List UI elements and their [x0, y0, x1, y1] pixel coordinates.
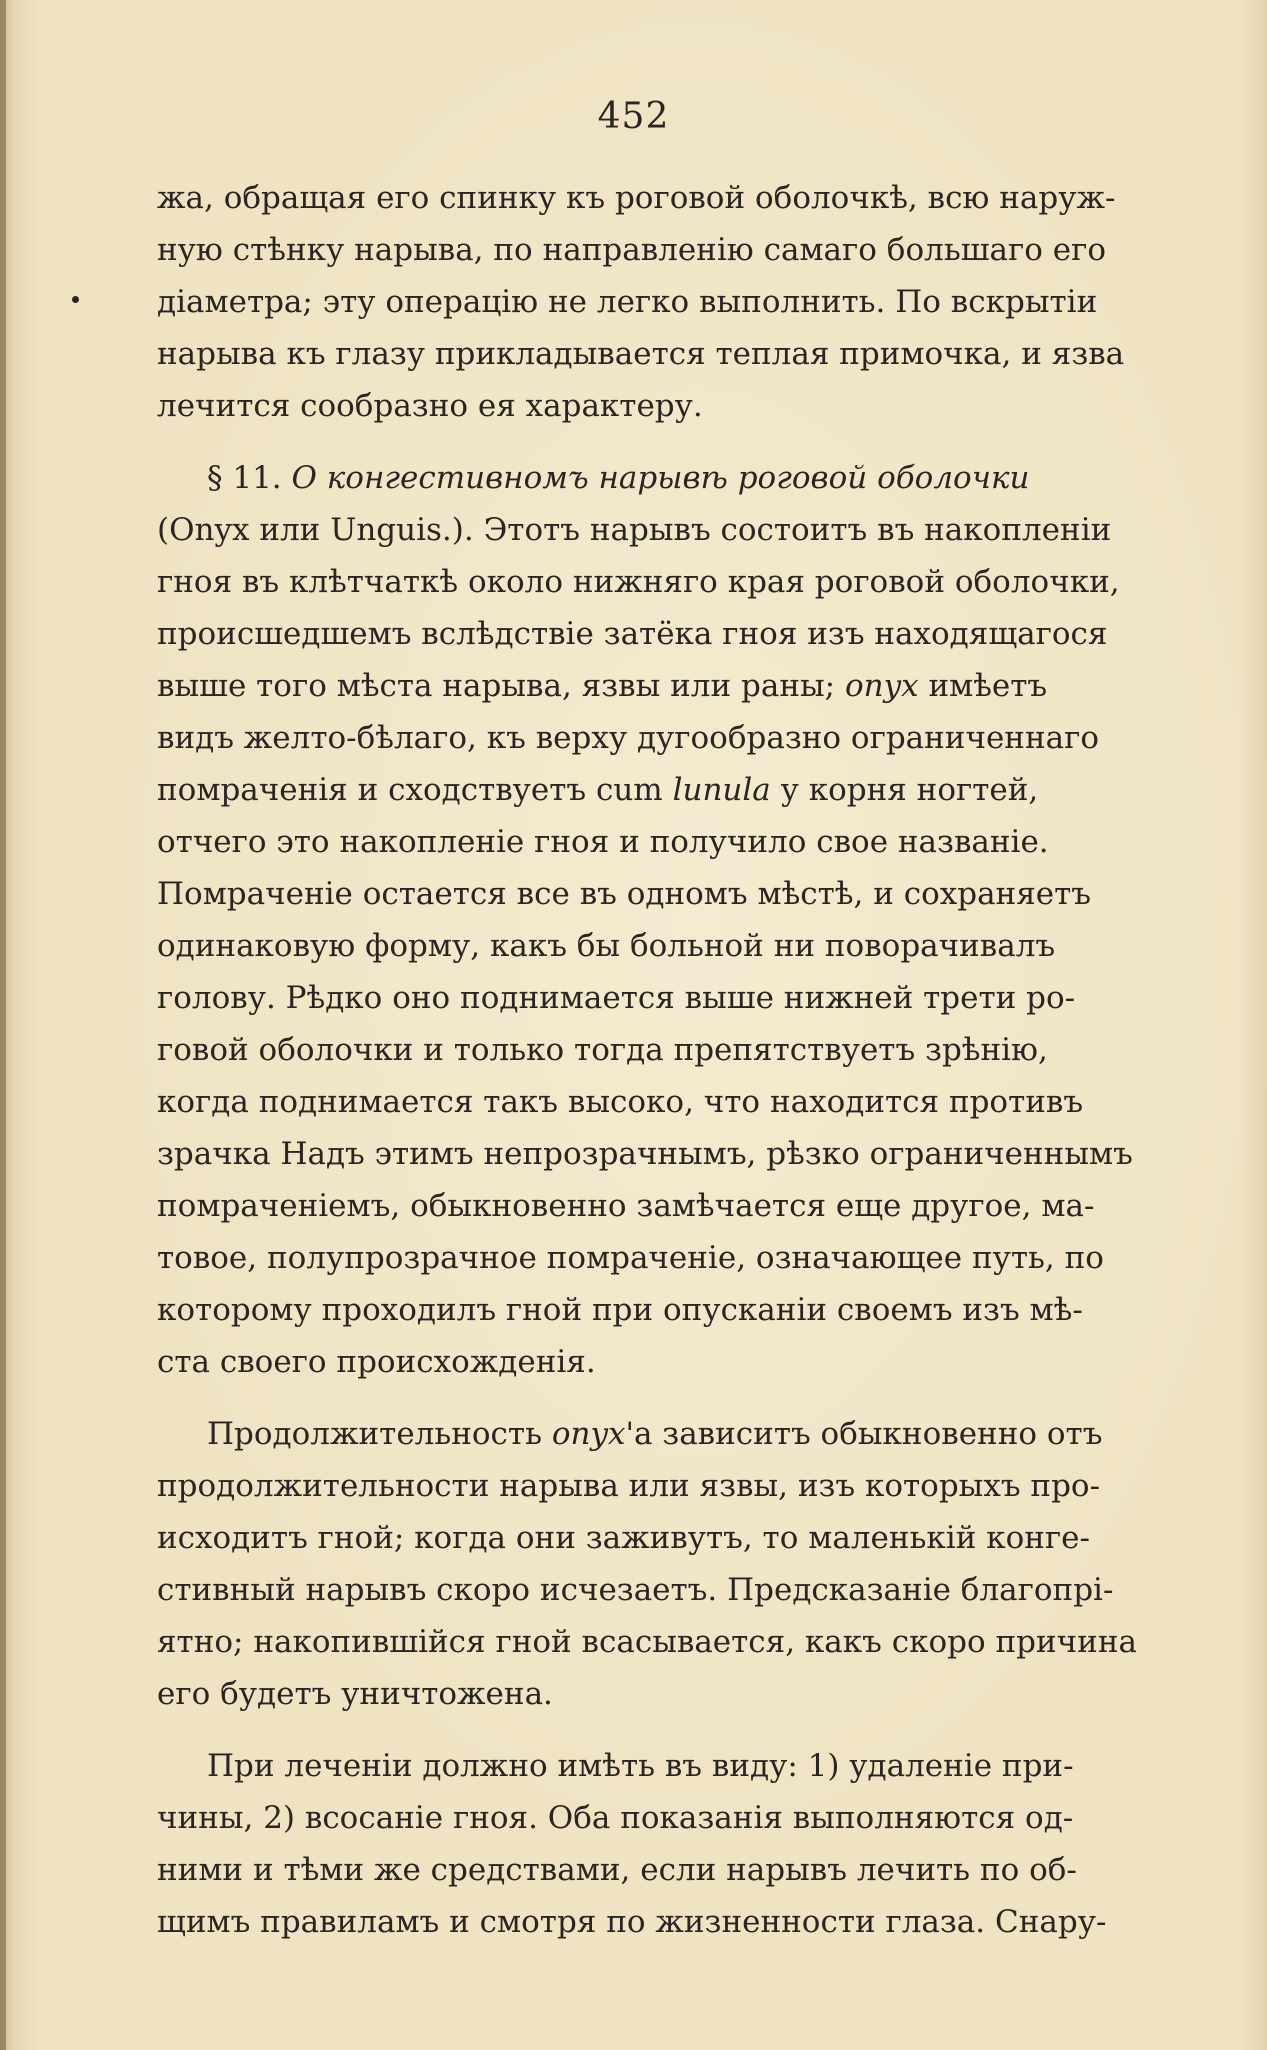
text-fragment: Продолжительность [207, 1416, 542, 1452]
text-block [157, 172, 1187, 1948]
text-fragment: 'а зависитъ обыкновенно отъ [625, 1416, 1103, 1452]
page-number: 452 [597, 96, 670, 137]
text-line: щимъ правиламъ и смотря по жизненности глаза. Снару- [157, 1904, 1107, 1940]
text-line: продолжительности нарыва или язвы, изъ которыхъ про- [157, 1468, 1101, 1504]
page-spine-edge [0, 0, 6, 2050]
text-line: Помраченіе остается все въ одномъ мѣстѣ, и сохраняетъ [157, 876, 1091, 912]
latin-term-lunula: lunula [672, 772, 771, 808]
text-line: когда поднимается такъ высоко, что находится противъ [157, 1084, 1084, 1120]
text-line: стивный нарывъ скоро исчезаетъ. Предсказаніе благопрі- [157, 1572, 1114, 1608]
text-line: его будетъ уничтожена. [157, 1676, 553, 1712]
latin-term-onyx: onyx [551, 1416, 626, 1452]
text-fragment: имѣетъ [918, 668, 1048, 704]
text-line: отчего это накопленіе гноя и получило свое названіе. [157, 824, 1049, 860]
text-line: исходитъ гной; когда они заживутъ, то маленькій конге- [157, 1520, 1090, 1556]
text-line: голову. Рѣдко оно поднимается выше нижней трети ро- [157, 980, 1076, 1016]
text-line: ную стѣнку нарыва, по направленію самаго большаго его [157, 232, 1107, 268]
paragraph-section-11 [157, 452, 1187, 1388]
text-line: одинаковую форму, какъ бы больной ни поворачивалъ [157, 928, 1056, 964]
text-line: При леченіи должно имѣть въ виду: 1) удаленіе при- [207, 1748, 1074, 1784]
section-number: § 11. [207, 460, 282, 496]
text-line: лечится сообразно ея характеру. [157, 388, 703, 424]
text-line: видъ желто-бѣлаго, къ верху дугообразно ограниченнаго [157, 720, 1100, 756]
section-title: О конгестивномъ нарывѣ роговой оболочки [291, 460, 1030, 496]
section-heading [157, 452, 1187, 504]
text-line: діаметра; эту операцію не легко выполнить. По вскрытіи [157, 284, 1098, 320]
text-line: гноя въ клѣтчаткѣ около нижняго края роговой оболочки, [157, 564, 1120, 600]
text-line: ними и тѣми же средствами, если нарывъ лечить по об- [157, 1852, 1077, 1888]
text-line-with-term [157, 660, 1187, 712]
paragraph-3 [157, 1408, 1187, 1720]
text-line: которому проходилъ гной при опусканіи своемъ изъ мѣ- [157, 1292, 1083, 1328]
text-line: ятно; накопившійся гной всасывается, какъ скоро причина [157, 1624, 1137, 1660]
text-line: происшедшемъ вслѣдствіе затёка гноя изъ находящагося [157, 616, 1108, 652]
paragraph-1 [157, 172, 1187, 432]
text-line: помраченіемъ, обыкновенно замѣчается еще другое, ма- [157, 1188, 1095, 1224]
text-line: чины, 2) всосаніе гноя. Оба показанія выполняются од- [157, 1800, 1074, 1836]
text-line: нарыва къ глазу прикладывается теплая примочка, и язва [157, 336, 1125, 372]
text-line-with-term [157, 764, 1187, 816]
text-fragment: выше того мѣста нарыва, язвы или раны; [157, 668, 836, 704]
text-fragment: у корня ногтей, [770, 772, 1039, 808]
text-line: ста своего происхожденія. [157, 1344, 596, 1380]
text-fragment: помраченія и сходствуетъ cum [157, 772, 663, 808]
text-line: (Onyx или Unguis.). Этотъ нарывъ состоитъ въ накопленіи [157, 512, 1112, 548]
text-line: говой оболочки и только тогда препятствуетъ зрѣнію, [157, 1032, 1048, 1068]
text-line-with-term [157, 1408, 1187, 1460]
paragraph-4 [157, 1740, 1187, 1948]
text-line: зрачка Надъ этимъ непрозрачнымъ, рѣзко ограниченнымъ [157, 1136, 1133, 1172]
latin-term-onyx: onyx [844, 668, 919, 704]
ink-mark [72, 296, 79, 303]
text-line: товое, полупрозрачное помраченіе, означающее путь, по [157, 1240, 1104, 1276]
text-line: жа, обращая его спинку къ роговой оболочкѣ, всю наруж- [157, 180, 1116, 216]
